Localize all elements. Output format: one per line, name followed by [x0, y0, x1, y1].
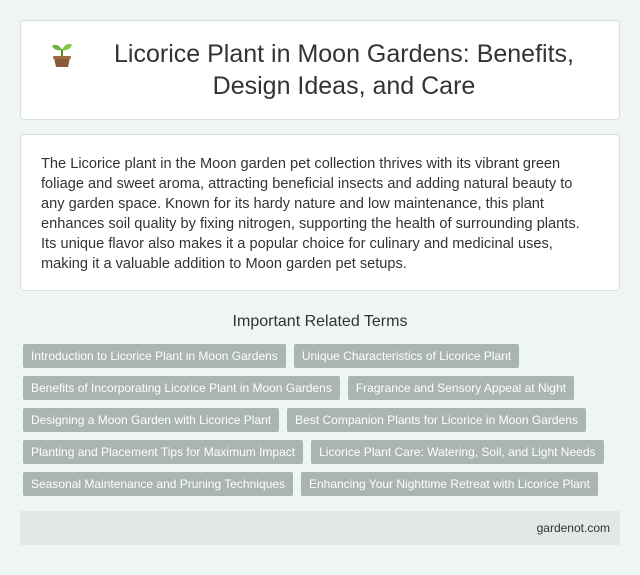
related-term-tag[interactable]: Best Companion Plants for Licorice in Moon Gardens — [287, 408, 586, 432]
related-terms-heading: Important Related Terms — [232, 313, 408, 330]
related-term-tag[interactable]: Planting and Placement Tips for Maximum Impact — [23, 440, 303, 464]
related-terms-list — [23, 344, 619, 496]
related-term-tag[interactable]: Unique Characteristics of Licorice Plant — [294, 344, 519, 368]
description-card — [20, 134, 620, 291]
related-term-tag[interactable]: Licorice Plant Care: Watering, Soil, and Light Needs — [311, 440, 603, 464]
title-wrap — [21, 38, 619, 102]
related-term-tag[interactable]: Benefits of Incorporating Licorice Plant in Moon Gardens — [23, 376, 340, 400]
source-label: gardenot.com — [536, 521, 610, 535]
title-card — [20, 20, 620, 120]
footer-bar — [20, 511, 620, 545]
page-title: Licorice Plant in Moon Gardens: Benefits, Design Ideas, and Care — [114, 40, 574, 100]
sprout-icon — [51, 40, 73, 68]
related-term-tag[interactable]: Fragrance and Sensory Appeal at Night — [348, 376, 574, 400]
related-term-tag[interactable]: Designing a Moon Garden with Licorice Plant — [23, 408, 279, 432]
related-term-tag[interactable]: Introduction to Licorice Plant in Moon Gardens — [23, 344, 286, 368]
related-term-tag[interactable]: Seasonal Maintenance and Pruning Techniques — [23, 472, 293, 496]
related-term-tag[interactable]: Enhancing Your Nighttime Retreat with Licorice Plant — [301, 472, 598, 496]
description-text: The Licorice plant in the Moon garden pet collection thrives with its vibrant green foliage and sweet aroma, attracting beneficial insects and adding natural beauty to any garden space. Known for its hardy nature and low maintenance, this plant enhances soil quality by fixing nitrogen, supporting the health of surrounding plants. Its unique flavor also makes it a popular choice for culinary and medicinal uses, making it a valuable addition to Moon garden pet setups. — [41, 156, 580, 272]
